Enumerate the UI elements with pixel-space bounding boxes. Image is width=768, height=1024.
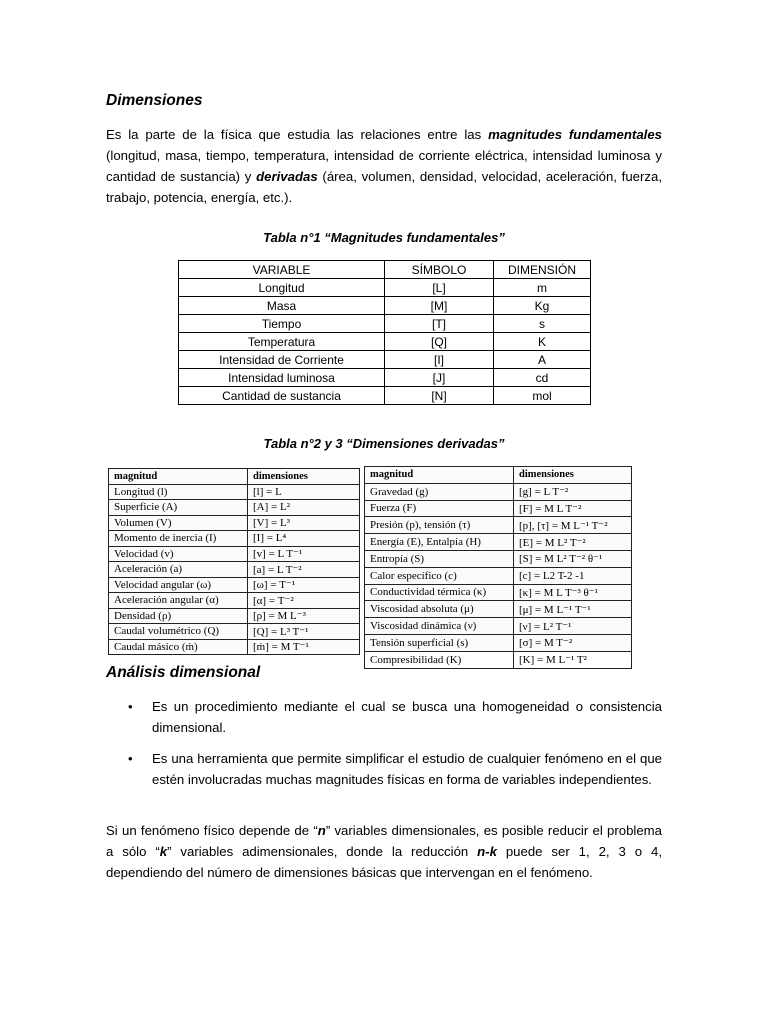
intro-text-1: Es la parte de la física que estudia las relaciones entre las [106, 127, 489, 142]
bullet-text: Es una herramienta que permite simplificar el estudio de cualquier fenómeno en el que estén involucradas muchas magnitudes físicas en forma de variables independientes. [152, 751, 662, 787]
table-cell: [g] = L T⁻² [514, 483, 632, 500]
table-row [365, 483, 632, 500]
table-cell: Velocidad (v) [109, 546, 248, 562]
table-cell: [I] = L⁴ [248, 531, 360, 547]
table1-body [179, 279, 591, 405]
intro-text-2: (longitud, masa, tiempo, temperatura, intensidad de corriente eléctrica, intensidad luminosa y cantidad de sustancia) y [106, 148, 662, 184]
table-row [109, 546, 360, 562]
table-cell: Entropía (S) [365, 550, 514, 567]
table3-header-dimensiones: dimensiones [514, 467, 632, 484]
table-cell: Masa [179, 297, 385, 315]
table-cell: [κ] = M L T⁻³ θ⁻¹ [514, 584, 632, 601]
list-item [106, 748, 662, 790]
table-cell: [M] [385, 297, 494, 315]
intro-emphasis-derivadas: derivadas [256, 169, 318, 184]
table1-header-dimension: DIMENSIÓN [494, 261, 591, 279]
table-cell: Calor específico (c) [365, 567, 514, 584]
closing-paragraph [106, 820, 662, 883]
table-cell: Momento de inercia (I) [109, 531, 248, 547]
table-cell: Volumen (V) [109, 515, 248, 531]
heading-dimensiones: Dimensiones [106, 92, 203, 109]
table-cell: Viscosidad absoluta (μ) [365, 601, 514, 618]
table2-body [109, 484, 360, 655]
table-cell: mol [494, 387, 591, 405]
closing-text-4: puede ser 1, 2, 3 o 4, dependiendo del número de dimensiones básicas que intervengan en el fenómeno. [106, 844, 662, 880]
table-row [109, 562, 360, 578]
table-cell: A [494, 351, 591, 369]
table-cell: [K] = M L⁻¹ T² [514, 651, 632, 668]
table-row [179, 387, 591, 405]
table-row [179, 297, 591, 315]
table-cell: [Q] [385, 333, 494, 351]
table1-header-variable: VARIABLE [179, 261, 385, 279]
table-cell: [I] [385, 351, 494, 369]
table-row [109, 484, 360, 500]
intro-text-3: (área, volumen, densidad, velocidad, aceleración, fuerza, trabajo, potencia, energía, etc.). [106, 169, 662, 205]
table-cell: [N] [385, 387, 494, 405]
table-cell: Fuerza (F) [365, 500, 514, 517]
heading-analisis-dimensional: Análisis dimensional [106, 664, 261, 681]
table-row [365, 634, 632, 651]
intro-paragraph [106, 124, 662, 208]
table-cell: [ν] = L² T⁻¹ [514, 618, 632, 635]
table-cell: Viscosidad dinámica (ν) [365, 618, 514, 635]
table-cell: Caudal volumétrico (Q) [109, 624, 248, 640]
table-cell: [Q] = L³ T⁻¹ [248, 624, 360, 640]
bullet-text: Es un procedimiento mediante el cual se busca una homogeneidad o consistencia dimensional. [152, 699, 662, 735]
table-row [109, 593, 360, 609]
table-row [365, 651, 632, 668]
table2-image [108, 468, 360, 654]
table-cell: [α] = T⁻² [248, 593, 360, 609]
table-cell: Velocidad angular (ω) [109, 577, 248, 593]
bullet-list [106, 696, 662, 800]
table-row [365, 550, 632, 567]
table-cell: Tiempo [179, 315, 385, 333]
table-cell: Energía (E), Entalpía (H) [365, 534, 514, 551]
table-cell: Caudal másico (ṁ) [109, 639, 248, 655]
table-dimensiones-derivadas-1 [108, 468, 360, 655]
table-row [109, 500, 360, 516]
table-cell: [μ] = M L⁻¹ T⁻¹ [514, 601, 632, 618]
table-cell: Longitud (l) [109, 484, 248, 500]
bullet-icon: • [128, 699, 133, 714]
table-cell: Tensión superficial (s) [365, 634, 514, 651]
table3-header-row [365, 467, 632, 484]
table-row [109, 639, 360, 655]
table-row [179, 279, 591, 297]
table-magnitudes-fundamentales [178, 260, 591, 405]
list-item [106, 696, 662, 738]
table-cell: s [494, 315, 591, 333]
table-cell: [V] = L³ [248, 515, 360, 531]
table3-body [365, 483, 632, 668]
table-row [365, 584, 632, 601]
table-cell: [F] = M L T⁻² [514, 500, 632, 517]
table-cell: Longitud [179, 279, 385, 297]
table3-header-magnitud: magnitud [365, 467, 514, 484]
table-row [365, 567, 632, 584]
table-cell: [E] = M L² T⁻² [514, 534, 632, 551]
table-cell: Kg [494, 297, 591, 315]
table-row [179, 315, 591, 333]
table-cell: [c] = L2 T-2 -1 [514, 567, 632, 584]
table-cell: [L] [385, 279, 494, 297]
closing-text-3: ” variables adimensionales, donde la reducción [167, 844, 478, 859]
table-row [109, 515, 360, 531]
table-cell: cd [494, 369, 591, 387]
table-cell: [a] = L T⁻² [248, 562, 360, 578]
table-cell: Presión (p), tensión (τ) [365, 517, 514, 534]
table-row [109, 531, 360, 547]
closing-text-1: Si un fenómeno físico depende de “ [106, 823, 318, 838]
table-cell: [A] = L² [248, 500, 360, 516]
table-row [179, 369, 591, 387]
table-row [179, 351, 591, 369]
table-row [109, 608, 360, 624]
intro-emphasis-fundamentales: magnitudes fundamentales [488, 127, 662, 142]
table-row [109, 577, 360, 593]
table-row [109, 624, 360, 640]
table-cell: Cantidad de sustancia [179, 387, 385, 405]
closing-var-n: n [317, 823, 326, 838]
table-cell: [ṁ] = M T⁻¹ [248, 639, 360, 655]
table-cell: Densidad (ρ) [109, 608, 248, 624]
table-row [365, 534, 632, 551]
table-row [179, 333, 591, 351]
table-cell: [p], [τ] = M L⁻¹ T⁻² [514, 517, 632, 534]
table-cell: [ρ] = M L⁻³ [248, 608, 360, 624]
table-cell: [J] [385, 369, 494, 387]
table2-header-magnitud: magnitud [109, 469, 248, 485]
closing-var-nk: n-k [477, 844, 497, 859]
table1-header-row [179, 261, 591, 279]
table-row [365, 500, 632, 517]
table-cell: [σ] = M T⁻² [514, 634, 632, 651]
table-cell: [v] = L T⁻¹ [248, 546, 360, 562]
table-row [365, 618, 632, 635]
table-dimensiones-derivadas-2 [364, 466, 632, 669]
table-cell: Aceleración (a) [109, 562, 248, 578]
table2-header-dimensiones: dimensiones [248, 469, 360, 485]
table2-header-row [109, 469, 360, 485]
table-cell: Intensidad luminosa [179, 369, 385, 387]
table1-header-simbolo: SÍMBOLO [385, 261, 494, 279]
bullet-icon: • [128, 751, 133, 766]
table-cell: [T] [385, 315, 494, 333]
table1-caption: Tabla n°1 “Magnitudes fundamentales” [263, 230, 505, 245]
closing-text-2: ” variables dimensionales, es posible reducir el problema a sólo “ [106, 823, 662, 859]
table-cell: [S] = M L² T⁻² θ⁻¹ [514, 550, 632, 567]
table3-image [364, 466, 632, 667]
table-cell: [ω] = T⁻¹ [248, 577, 360, 593]
table-cell: K [494, 333, 591, 351]
table-cell: Conductividad térmica (κ) [365, 584, 514, 601]
table-cell: Intensidad de Corriente [179, 351, 385, 369]
closing-var-k: k [159, 844, 168, 859]
table23-caption: Tabla n°2 y 3 “Dimensiones derivadas” [263, 436, 505, 451]
table-row [365, 517, 632, 534]
table-cell: Superficie (A) [109, 500, 248, 516]
table-cell: Temperatura [179, 333, 385, 351]
table-cell: m [494, 279, 591, 297]
table-cell: [l] = L [248, 484, 360, 500]
table-cell: Aceleración angular (α) [109, 593, 248, 609]
table-cell: Gravedad (g) [365, 483, 514, 500]
table-row [365, 601, 632, 618]
table-cell: Compresibilidad (K) [365, 651, 514, 668]
